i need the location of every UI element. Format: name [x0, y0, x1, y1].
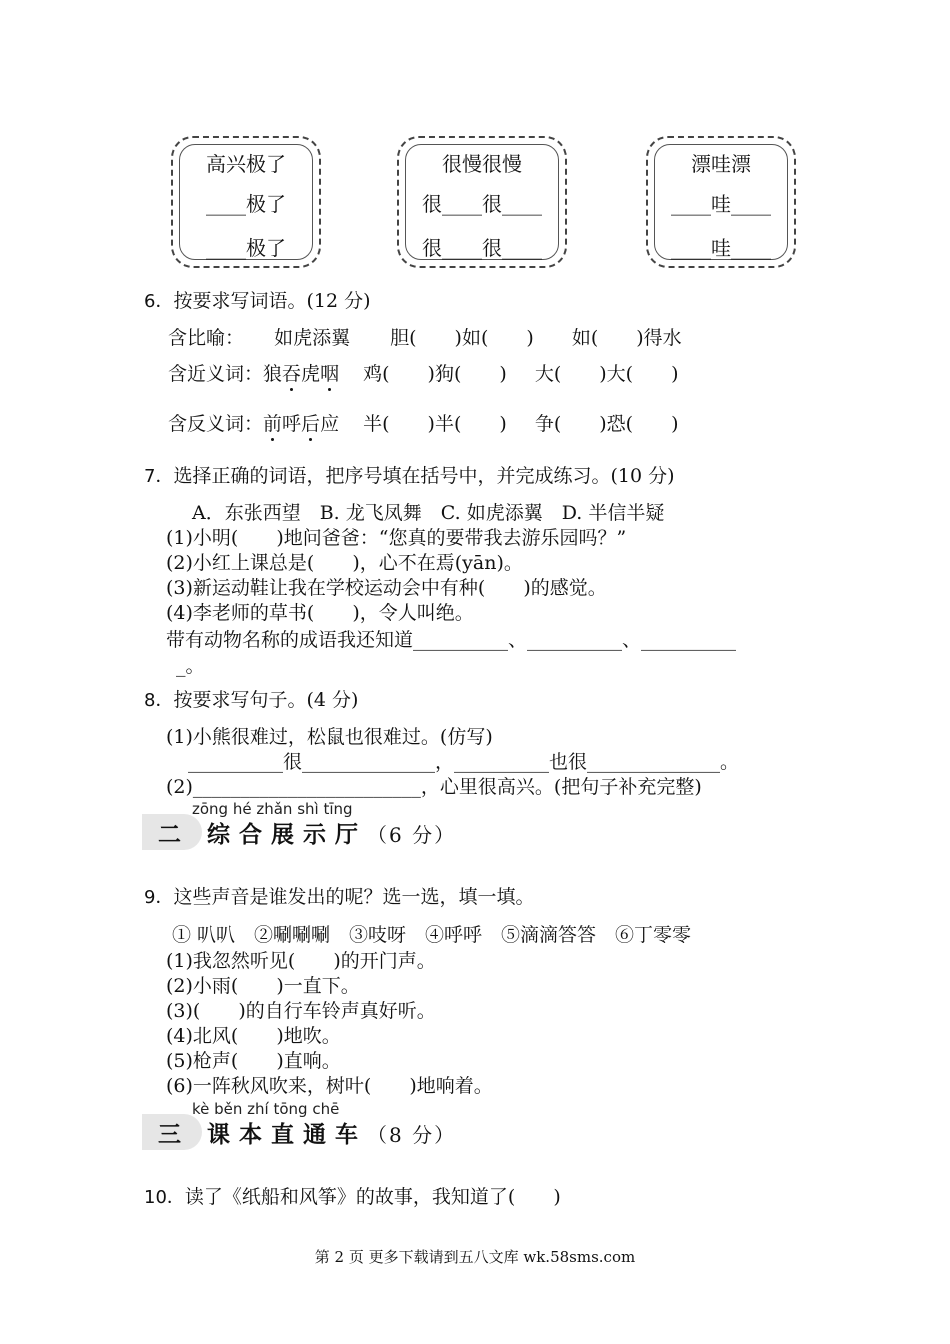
section-number: 二: [158, 822, 190, 848]
q9-item: (4)北风( )地吹。: [166, 1025, 341, 1047]
page-footer: 第 2 页 更多下载请到五八文库 wk.58sms.com: [314, 1248, 636, 1266]
word-box-title: 高兴极了: [206, 152, 286, 176]
fill-blank: 鸡( )狗( ): [363, 363, 507, 385]
word-box-line: ____哇____: [671, 236, 771, 260]
section-name: 课本直通车: [207, 1122, 368, 1148]
row-label: 含反义词：: [168, 413, 264, 435]
question-10-title: [144, 1182, 561, 1209]
word-box-1: [171, 136, 321, 268]
section-number: 三: [158, 1122, 190, 1148]
q6-row-2: [168, 359, 678, 386]
word-box-line: ____哇____: [671, 192, 771, 216]
q9-item: (1)我忽然听见( )的开门声。: [166, 950, 436, 972]
fill-blank: 争( )恐( ): [534, 413, 679, 435]
question-number: 7．: [144, 466, 174, 487]
question-8-title: [144, 685, 358, 712]
section-title: [158, 1116, 456, 1149]
section-title: [158, 816, 456, 849]
section-name: 综合展示厅: [207, 822, 368, 848]
example-char-dotted: 咽: [320, 363, 340, 385]
row-example: [263, 413, 339, 435]
q9-item: (2)小雨( )一直下。: [166, 975, 360, 997]
example-char: 虎: [301, 363, 321, 385]
q7-item: (1)小明( )地问爸爸：“您真的要带我去游乐园吗？”: [166, 527, 627, 549]
question-6-title: [144, 286, 371, 313]
fill-blank: 胆( )如( ): [390, 327, 534, 349]
word-box-title: 很慢很慢: [442, 152, 522, 176]
fill-blank: 大( )大( ): [534, 363, 679, 385]
example-char-dotted: 吞: [282, 363, 302, 385]
q7-item: (4)李老师的草书( )，令人叫绝。: [166, 602, 474, 624]
word-box-line: 很____很____: [422, 236, 542, 260]
word-box-line: 很____很____: [422, 192, 542, 216]
word-box-3: [646, 136, 796, 268]
fill-blank: 半( )半( ): [363, 413, 507, 435]
q8-item-1-fill: __________很______________，__________也很______________。: [188, 751, 740, 773]
row-example: [263, 363, 339, 385]
question-text: 按要求写词语。(12 分): [173, 290, 371, 312]
example-char-dotted: 前: [263, 413, 283, 435]
question-9-title: [144, 882, 534, 909]
q8-item-1: (1)小熊很难过，松鼠也很难过。(仿写): [166, 726, 493, 748]
q7-item: (3)新运动鞋让我在学校运动会中有种( )的感觉。: [166, 577, 607, 599]
question-text: 读了《纸船和风筝》的故事，我知道了( ): [184, 1186, 561, 1208]
section-score: （6 分）: [367, 823, 457, 847]
q8-item-2: (2)________________________，心里很高兴。(把句子补充完整): [166, 776, 702, 798]
word-box-line: ____极了: [206, 236, 286, 260]
word-box-title: 漂哇漂: [691, 152, 751, 176]
example-char: 狼: [263, 363, 283, 385]
section-pinyin: kè běn zhí tōng chē: [192, 1100, 340, 1118]
fill-blank: 如( )得水: [571, 327, 682, 349]
q9-options: ① 叭叭 ②唰唰唰 ③吱呀 ④呼呼 ⑤滴滴答答 ⑥丁零零: [172, 924, 692, 946]
q7-options: A．东张西望 B. 龙飞凤舞 C. 如虎添翼 D. 半信半疑: [192, 502, 665, 524]
q7-extra-tail: _。: [176, 655, 205, 677]
q9-item: (5)枪声( )直响。: [166, 1050, 341, 1072]
question-number: 6．: [144, 291, 174, 312]
section-pinyin: zōng hé zhǎn shì tīng: [192, 800, 353, 818]
question-number: 10．: [144, 1187, 185, 1208]
row-label: 含比喻：: [168, 327, 245, 349]
q9-item: (6)一阵秋风吹来，树叶( )地响着。: [166, 1075, 493, 1097]
question-text: 按要求写句子。(4 分): [173, 689, 359, 711]
q7-item: (2)小红上课总是( )，心不在焉(yān)。: [166, 552, 523, 574]
question-text: 选择正确的词语，把序号填在括号中，并完成练习。(10 分): [173, 465, 675, 487]
row-label: 含近义词：: [168, 363, 264, 385]
example-char: 应: [320, 413, 340, 435]
question-number: 9．: [144, 887, 174, 908]
q9-item: (3)( )的自行车铃声真好听。: [166, 1000, 436, 1022]
q6-row-1: [168, 323, 682, 350]
question-number: 8．: [144, 690, 174, 711]
section-score: （8 分）: [367, 1123, 457, 1147]
question-text: 这些声音是谁发出的呢？选一选，填一填。: [173, 886, 535, 908]
row-example: 如虎添翼: [274, 327, 351, 349]
example-char-dotted: 后: [301, 413, 321, 435]
word-box-2: [397, 136, 567, 268]
q6-row-3: [168, 409, 678, 436]
question-7-title: [144, 461, 675, 488]
q7-extra: 带有动物名称的成语我还知道__________、__________、__________: [166, 629, 737, 651]
word-box-line: ____极了: [206, 192, 286, 216]
example-char: 呼: [282, 413, 302, 435]
